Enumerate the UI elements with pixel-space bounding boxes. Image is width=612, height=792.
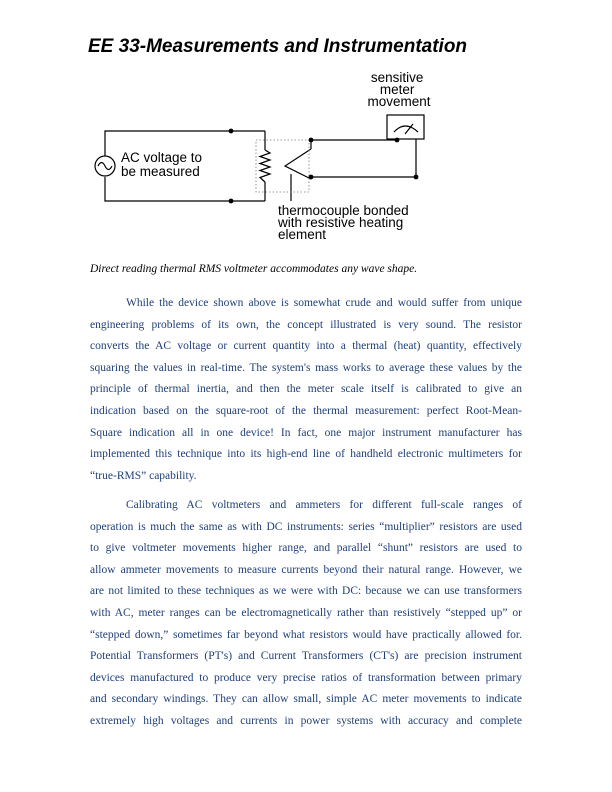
heating-resistor-symbol [260, 150, 270, 182]
text-line: with AC, meter ranges can be electromagnetically rather than resistively “stepped up” or [90, 606, 522, 619]
figure-caption: Direct reading thermal RMS voltmeter accommodates any wave shape. [90, 263, 418, 275]
text-line: devices manufactured to produce very precise ratios of transformation between primary [90, 671, 522, 684]
junction-dot [309, 175, 314, 180]
meter-movement-box [387, 115, 424, 139]
text-line: are not limited to these techniques as we were with DC: because we can use transformers [90, 585, 522, 598]
text-line: converts the AC voltage or current quantity into a thermal (heat) quantity, effectively [90, 340, 522, 353]
text-line: allow ammeter movements to measure currents beyond their natural range. However, we [90, 563, 522, 576]
page-title: EE 33-Measurements and Instrumentation [88, 36, 468, 57]
junction-dot [229, 199, 234, 204]
text-line: and secondary windings. They can allow small, simple AC meter movements to indicate [90, 693, 522, 706]
text-line: indication based on the square-root of the thermal measurement: perfect Root-Mean- [90, 404, 522, 417]
text-line: “true-RMS” capability. [90, 469, 197, 482]
body-paragraph-1 [90, 293, 522, 487]
text-line: Square indication all in one device! In fact, one major instrument manufacturer has [90, 426, 522, 439]
text-line: squaring the values in real-time. The system's mass works to average these values by the [90, 361, 522, 374]
thermocouple-junction [285, 149, 311, 179]
ac-source-label: AC voltage to be measured [121, 150, 203, 179]
thermal-rms-voltmeter-diagram [88, 70, 448, 248]
junction-dot [414, 175, 419, 180]
text-line: engineering problems of its own, the concept illustrated is very sound. The resistor [90, 318, 522, 331]
junction-dot [395, 138, 400, 143]
text-line: “stepped down,” sometimes far beyond what resistors would have practically allowed for. [90, 628, 522, 641]
text-line: operation is much the same as with DC instruments: series “multiplier” resistors are used [90, 520, 522, 533]
meter-scale-arc [394, 126, 418, 132]
sine-wave-icon [98, 163, 112, 170]
thermocouple-wire-1 [311, 139, 397, 149]
text-line: While the device shown above is somewhat crude and would suffer from unique [126, 297, 522, 309]
circuit-wire-bottom [105, 177, 265, 201]
thermocouple-wire-2 [311, 139, 416, 179]
text-line: Potential Transformers (PT's) and Current Transformers (CT's) are precision instrument [90, 650, 522, 663]
bonding-outline [256, 140, 309, 192]
body-paragraph-2 [90, 495, 522, 733]
text-line: principle of thermal inertia, and then the meter scale itself is calibrated to give an [90, 383, 522, 396]
text-line: extremely high voltages and currents in power systems with accuracy and complete [90, 714, 522, 727]
junction-dot [229, 129, 234, 134]
text-line: implemented this technique into its high-end line of handheld electronic multimeters for [90, 448, 522, 461]
meter-movement-label: sensitive meter movement [367, 70, 431, 109]
junction-dot [309, 138, 314, 143]
text-line: Calibrating AC voltmeters and ammeters for different full-scale ranges of [126, 499, 522, 511]
thermocouple-label: thermocouple bonded with resistive heating element [278, 203, 409, 242]
text-line: to give voltmeter movements higher range, and parallel “shunt” resistors are used to [90, 542, 522, 555]
